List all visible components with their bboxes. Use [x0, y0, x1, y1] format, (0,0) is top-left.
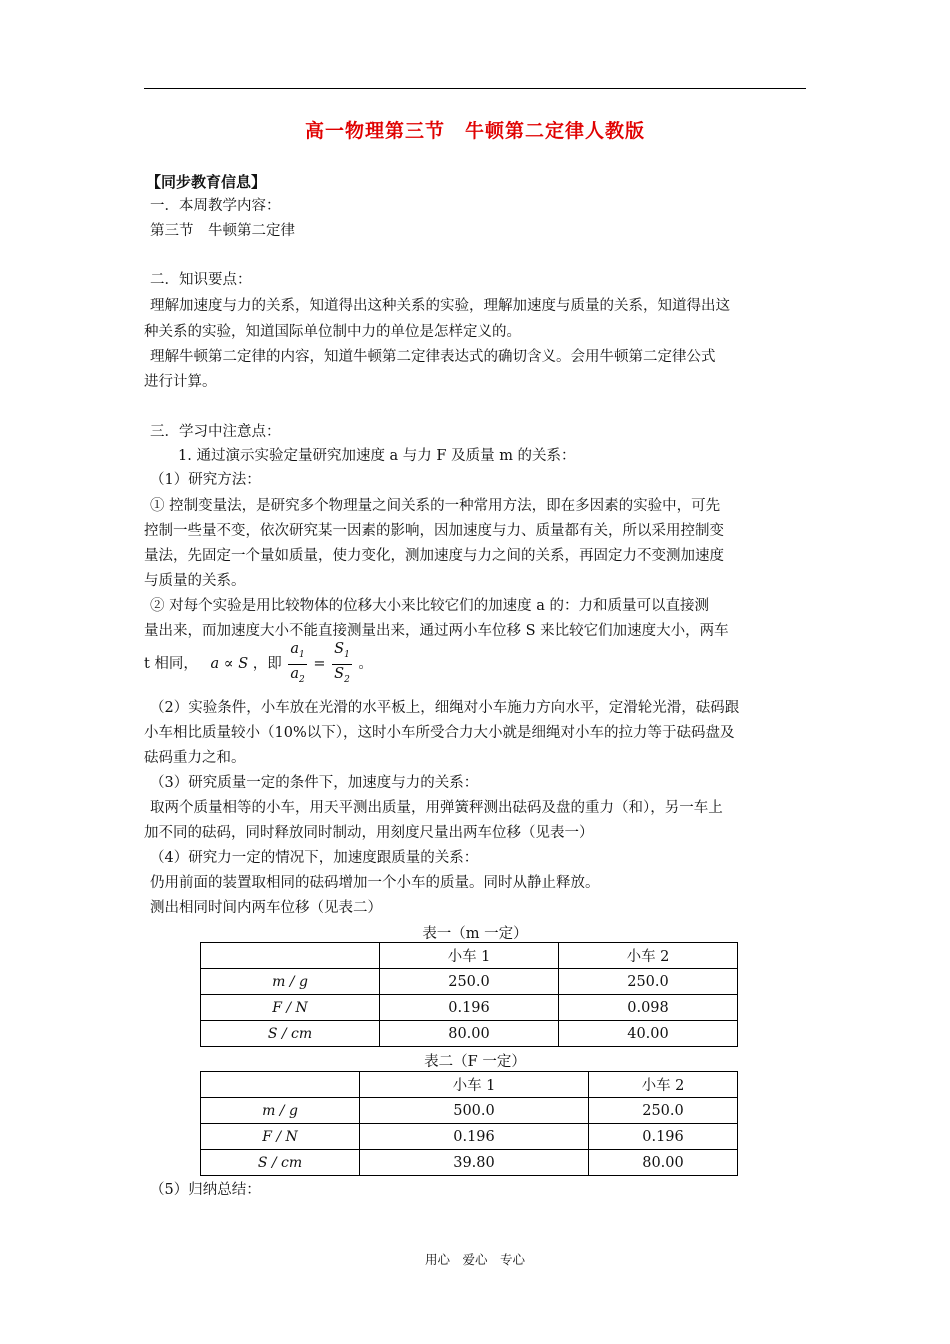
part2-heading: 二．知识要点： [150, 272, 252, 288]
section4-line2: 测出相同时间内两车位移（见表二） [150, 900, 382, 916]
table1-cell: 250.0 [559, 969, 738, 995]
table1-cell: 80.00 [380, 1021, 559, 1047]
frac-s-den: S [334, 665, 345, 682]
frac-a-num-sub: 1 [299, 649, 305, 660]
method-heading: （1）研究方法： [150, 472, 261, 488]
table1-cell: 0.098 [559, 995, 738, 1021]
frac-s-den-sub: 2 [344, 674, 350, 685]
frac-a-den: a [290, 665, 300, 682]
method1-line3: 量法，先固定一个量如质量，使力变化，测加速度与力之间的关系，再固定力不变测加速度 [144, 548, 724, 564]
section-header: 【同步教育信息】 [146, 173, 267, 191]
table-row [201, 1124, 738, 1150]
table1-caption: 表一（m 一定） [422, 926, 528, 942]
section4-heading: （4）研究力一定的情况下，加速度跟质量的关系： [150, 850, 479, 866]
method2-line3-prefix: t 相同， [144, 656, 198, 673]
section4-line1: 仍用前面的装置取相同的砝码增加一个小车的质量。同时从静止释放。 [150, 875, 600, 891]
table-row [201, 995, 738, 1021]
section5-heading: （5）归纳总结： [150, 1182, 261, 1198]
table-row [201, 1150, 738, 1176]
method2-line3-mid: ，即 [252, 656, 282, 673]
table1-cell: 250.0 [380, 969, 559, 995]
method1-line4: 与质量的关系。 [144, 573, 246, 589]
table2-header-empty [201, 1072, 360, 1098]
frac-s-num: S [334, 641, 345, 657]
fraction-a [288, 640, 306, 689]
table2-cell: 0.196 [589, 1124, 738, 1150]
table1 [200, 942, 738, 1047]
method2-line3 [144, 640, 373, 689]
table1-cell: 40.00 [559, 1021, 738, 1047]
table2-cell: 250.0 [589, 1098, 738, 1124]
method1-line2: 控制一些量不变，依次研究某一因素的影响，因加速度与力、质量都有关，所以采用控制变 [144, 523, 724, 539]
table2 [200, 1071, 738, 1176]
table2-row-label: F / N [201, 1124, 360, 1150]
table1-header-empty [201, 943, 380, 969]
proportional-formula: a ∝ S [210, 656, 249, 673]
fraction-s [332, 640, 352, 689]
table2-caption: 表二（F 一定） [424, 1054, 526, 1070]
table1-row-label: S / cm [201, 1021, 380, 1047]
part2-para1-line2: 种关系的实验，知道国际单位制中力的单位是怎样定义的。 [144, 324, 521, 340]
condition-line3: 砝码重力之和。 [144, 750, 246, 766]
part2-para2-line1: 理解牛顿第二定律的内容，知道牛顿第二定律表达式的确切含义。会用牛顿第二定律公式 [150, 349, 716, 365]
table2-header-car1: 小车 1 [360, 1072, 589, 1098]
frac-s-num-sub: 1 [344, 649, 350, 660]
table1-header-row [201, 943, 738, 969]
condition-line2: 小车相比质量较小（10%以下），这时小车所受合力大小就是细绳对小车的拉力等于砝码盘及 [144, 725, 735, 741]
part3-item1: 1. 通过演示实验定量研究加速度 a 与力 F 及质量 m 的关系： [178, 448, 576, 464]
table1-row-label: m / g [201, 969, 380, 995]
frac-a-num: a [290, 641, 300, 657]
table2-cell: 0.196 [360, 1124, 589, 1150]
part2-para2-line2: 进行计算。 [144, 374, 217, 390]
table2-row-label: m / g [201, 1098, 360, 1124]
condition-line1: （2）实验条件，小车放在光滑的水平板上，细绳对小车施力方向水平，定滑轮光滑，砝码跟 [150, 700, 740, 716]
table2-row-label: S / cm [201, 1150, 360, 1176]
table2-header-car2: 小车 2 [589, 1072, 738, 1098]
section3-line1: 取两个质量相等的小车，用天平测出质量，用弹簧秤测出砝码及盘的重力（和），另一车上 [150, 800, 723, 816]
table1-cell: 0.196 [380, 995, 559, 1021]
method1-line1: ① 控制变量法，是研究多个物理量之间关系的一种常用方法，即在多因素的实验中，可先 [150, 498, 721, 514]
part1-content: 第三节 牛顿第二定律 [150, 223, 295, 239]
table-row [201, 969, 738, 995]
frac-a-den-sub: 2 [299, 674, 305, 685]
part3-heading: 三．学习中注意点： [150, 424, 281, 440]
table-row [201, 1021, 738, 1047]
section3-line2: 加不同的砝码，同时释放同时制动，用刻度尺量出两车位移（见表一） [144, 825, 594, 841]
table2-cell: 39.80 [360, 1150, 589, 1176]
method2-line2: 量出来，而加速度大小不能直接测量出来，通过两小车位移 S 来比较它们加速度大小，两车 [144, 623, 729, 639]
header-rule [144, 88, 806, 89]
method2-line1: ② 对每个实验是用比较物体的位移大小来比较它们的加速度 a 的：力和质量可以直接测 [150, 598, 709, 614]
table-row [201, 1098, 738, 1124]
equals-sign: = [313, 656, 326, 673]
table2-header-row [201, 1072, 738, 1098]
table1-header-car1: 小车 1 [380, 943, 559, 969]
method2-line3-end: 。 [358, 656, 373, 673]
table2-cell: 80.00 [589, 1150, 738, 1176]
table1-row-label: F / N [201, 995, 380, 1021]
table2-cell: 500.0 [360, 1098, 589, 1124]
part1-heading: 一．本周教学内容： [150, 198, 281, 214]
page-footer: 用心 爱心 专心 [424, 1252, 525, 1267]
part2-para1-line1: 理解加速度与力的关系，知道得出这种关系的实验，理解加速度与质量的关系，知道得出这 [150, 298, 730, 314]
section3-heading: （3）研究质量一定的条件下，加速度与力的关系： [150, 775, 479, 791]
page-title: 高一物理第三节 牛顿第二定律人教版 [304, 120, 645, 142]
table1-header-car2: 小车 2 [559, 943, 738, 969]
